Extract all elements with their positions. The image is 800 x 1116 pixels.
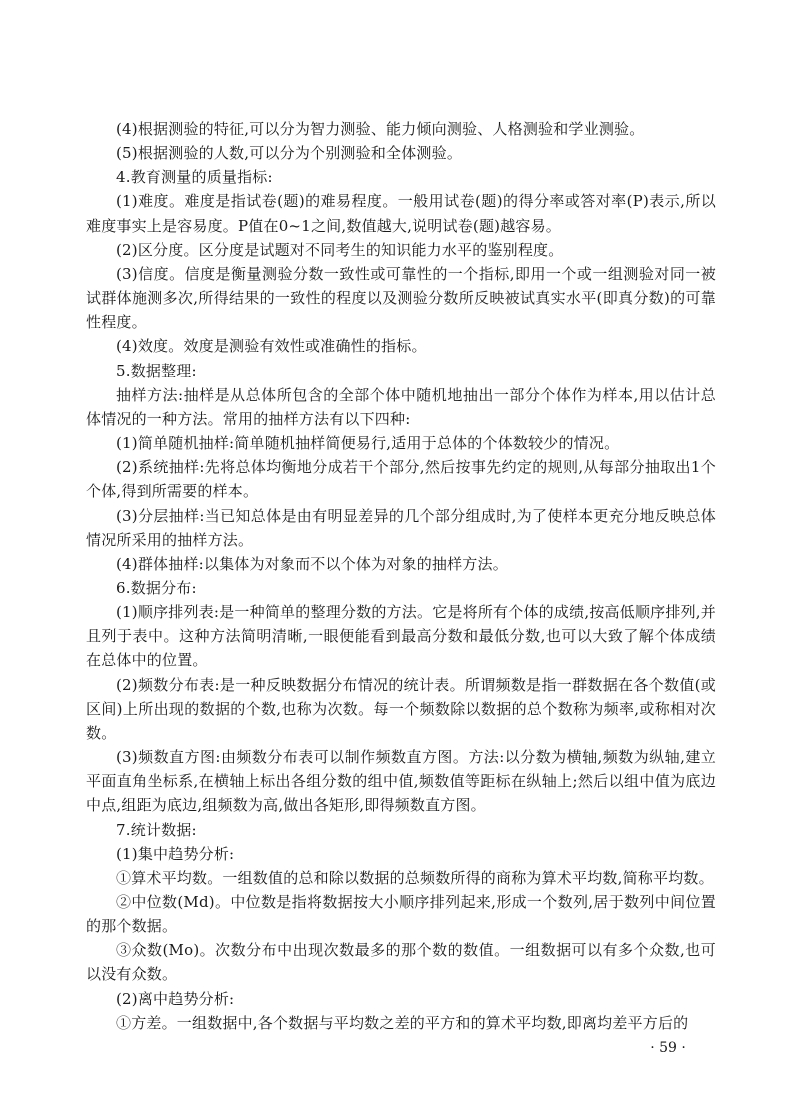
- paragraph: (3)信度。信度是衡量测验分数一致性或可靠性的一个指标,即用一个或一组测验对同一被试群体施测多次,所得结果的一致性的程度以及测验分数所反映被试真实水平(即真分数)的可靠性程度。: [86, 264, 716, 332]
- section-heading: 6.数据分布:: [116, 578, 197, 597]
- paragraph: (1)简单随机抽样:简单随机抽样简便易行,适用于总体的个体数较少的情况。: [116, 434, 620, 453]
- paragraph: ①方差。一组数据中,各个数据与平均数之差的平方和的算术平均数,即离均差平方后的: [116, 1013, 689, 1032]
- paragraph: 抽样方法:抽样是从总体所包含的全部个体中随机地抽出一部分个体作为样本,用以估计总体情况的一种方法。常用的抽样方法有以下四种:: [86, 385, 716, 428]
- section-heading: 7.统计数据:: [116, 820, 197, 839]
- paragraph: (4)效度。效度是测验有效性或准确性的指标。: [116, 337, 427, 356]
- paragraph: (3)分层抽样:当已知总体是由有明显差异的几个部分组成时,为了使样本更充分地反映总体情况所采用的抽样方法。: [86, 506, 716, 549]
- paragraph: (5)根据测验的人数,可以分为个别测验和全体测验。: [116, 144, 463, 163]
- paragraph: (2)系统抽样:先将总体均衡地分成若干个部分,然后按事先约定的规则,从每部分抽取出1个个体,得到所需要的样本。: [86, 458, 716, 501]
- subsection-heading: (1)集中趋势分析:: [116, 844, 235, 863]
- paragraph: ③众数(Mo)。次数分布中出现次数最多的那个数的数值。一组数据可以有多个众数,也可以没有众数。: [86, 941, 716, 984]
- paragraph: (4)根据测验的特征,可以分为智力测验、能力倾向测验、人格测验和学业测验。: [116, 120, 645, 138]
- section-heading: 5.数据整理:: [116, 361, 197, 380]
- paragraph: (4)群体抽样:以集体为对象而不以个体为对象的抽样方法。: [116, 554, 508, 573]
- paragraph: ②中位数(Md)。中位数是指将数据按大小顺序排列起来,形成一个数列,居于数列中间位置的那个数据。: [86, 893, 716, 936]
- paragraph: (1)顺序排列表:是一种简单的整理分数的方法。它是将所有个体的成绩,按高低顺序排列,并且列于表中。这种方法简明清晰,一眼便能看到最高分数和最低分数,也可以大致了解个体成绩在总体中的位置。: [86, 603, 716, 670]
- paragraph: (2)区分度。区分度是试题对不同考生的知识能力水平的鉴别程度。: [116, 240, 564, 259]
- paragraph: (1)难度。难度是指试卷(题)的难易程度。一般用试卷(题)的得分率或答对率(P)表示,所以难度事实上是容易度。P值在0~1之间,数值越大,说明试卷(题)越容易。: [86, 192, 716, 235]
- page-body: [86, 117, 716, 1035]
- section-heading: 4.教育测量的质量指标:: [116, 168, 273, 187]
- paragraph: (3)频数直方图:由频数分布表可以制作频数直方图。方法:以分数为横轴,频数为纵轴,建立平面直角坐标系,在横轴上标出各组分数的组中值,频数值等距标在纵轴上;然后以组中值为底边中点,组距为底边,组频数为高,做出各矩形,即得频数直方图。: [86, 748, 716, 815]
- paragraph: ①算术平均数。一组数值的总和除以数据的总频数所得的商称为算术平均数,简称平均数。: [116, 868, 714, 887]
- subsection-heading: (2)离中趋势分析:: [116, 989, 235, 1008]
- page-number: · 59 ·: [650, 1040, 686, 1056]
- paragraph: (2)频数分布表:是一种反映数据分布情况的统计表。所谓频数是指一群数据在各个数值(或区间)上所出现的数据的个数,也称为次数。每一个频数除以数据的总个数称为频率,或称相对次数。: [86, 675, 716, 742]
